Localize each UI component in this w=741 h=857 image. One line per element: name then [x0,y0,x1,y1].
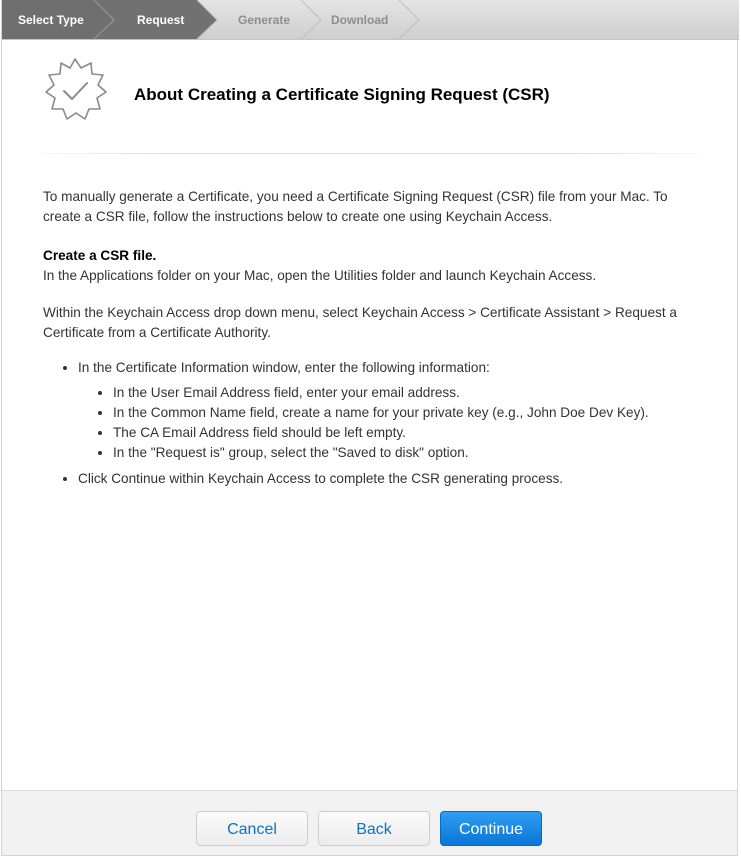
steps-list [43,358,693,489]
sub-list-item: • In the User Email Address field, enter your email address. [113,383,693,403]
section-paragraph: In the Applications folder on your Mac, open the Utilities folder and launch Keychain Access. [43,268,597,283]
step-generate: Generate [238,13,291,27]
list-item: • Click Continue within Keychain Access to complete the CSR generating process. [78,469,693,489]
header-divider [42,153,699,154]
menu-instruction-paragraph: Within the Keychain Access drop down menu, select Keychain Access > Certificate Assistant > Request a Certificate from a Certificate Authority. [43,305,677,340]
step-progress-bar [2,0,739,40]
list-item-text: In the Certificate Information window, enter the following information: [78,360,490,375]
step-download: Download [331,13,389,27]
sub-list [78,383,693,463]
cancel-button[interactable]: Cancel [196,811,308,846]
step-request[interactable]: Request [137,13,185,27]
sub-list-item: • In the "Request is" group, select the "Saved to disk" option. [113,443,693,463]
continue-button[interactable]: Continue [440,811,542,846]
footer-bar [2,790,737,855]
sub-list-item: • The CA Email Address field should be left empty. [113,423,693,443]
instructions [43,187,693,494]
list-item [78,358,693,463]
section-heading: Create a CSR file. [43,248,157,263]
page-title: About Creating a Certificate Signing Request (CSR) [134,85,550,104]
sub-list-item: • In the Common Name field, create a name for your private key (e.g., John Doe Dev Key). [113,403,693,423]
step-separator [399,0,419,39]
wizard-panel [1,0,738,856]
intro-paragraph: To manually generate a Certificate, you need a Certificate Signing Request (CSR) file from your Mac. To create a CSR file, follow the instructions below to create one using Keychain Access. [43,189,668,224]
certificate-badge-icon [42,57,108,123]
step-separator [301,0,321,39]
step-select-type[interactable]: Select Type [18,13,84,27]
back-button[interactable]: Back [318,811,430,846]
